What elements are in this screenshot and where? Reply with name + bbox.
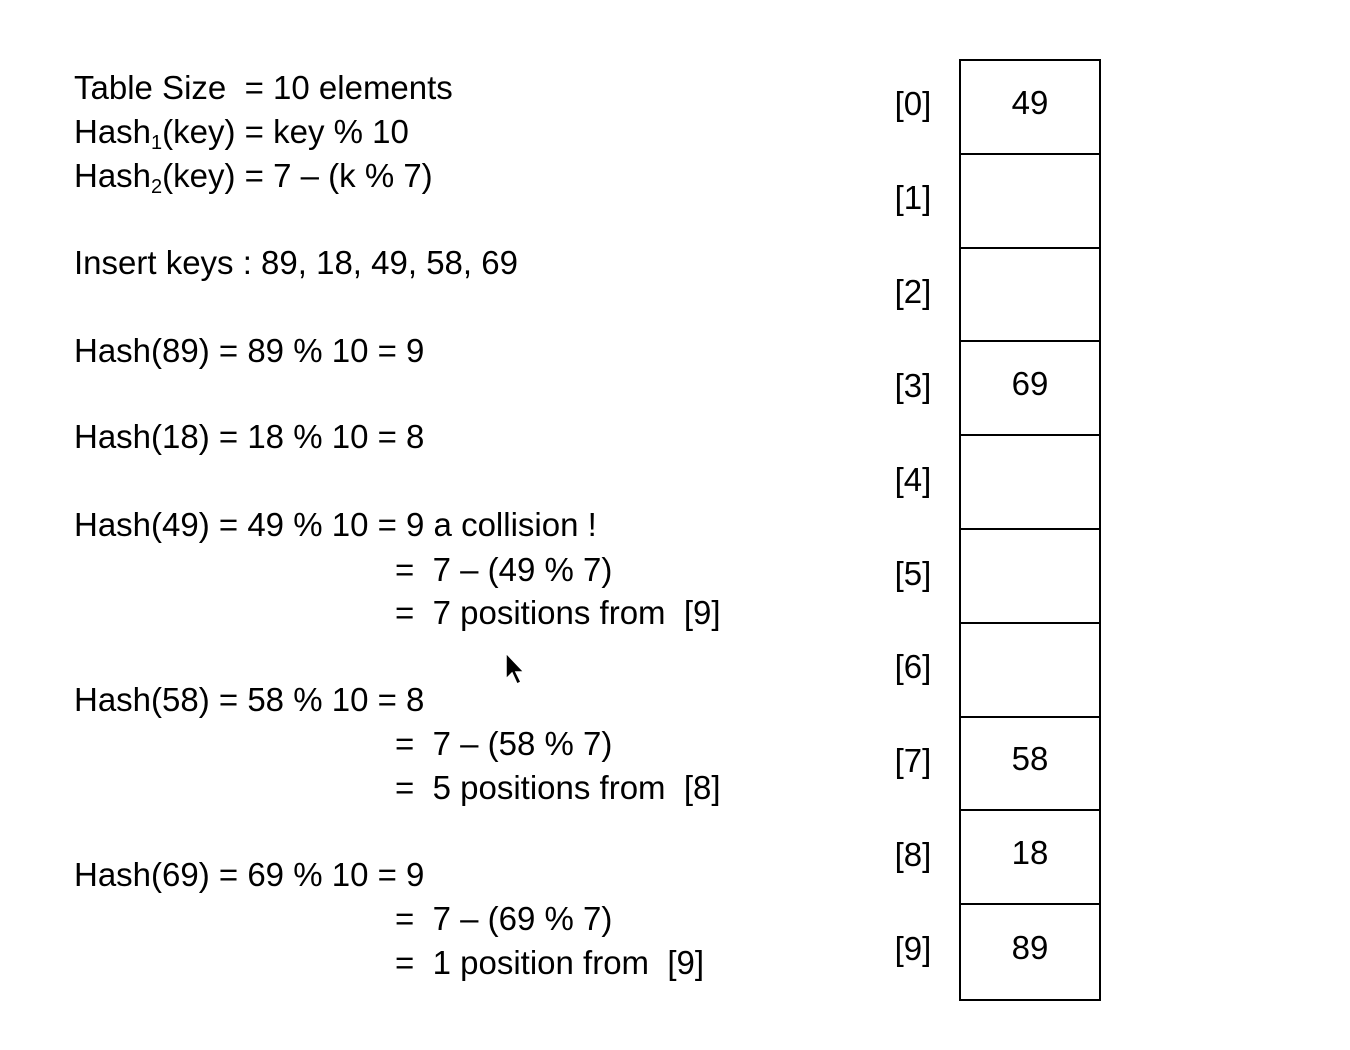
hash1-subscript: 1: [151, 132, 163, 154]
index-label-5: [5]: [894, 555, 932, 592]
hash2-expression: (key) = 7 – (k % 7): [162, 157, 433, 194]
index-label-1: [1]: [894, 179, 932, 216]
table-cell-8: 18: [961, 811, 1099, 905]
index-label-2: [2]: [894, 273, 932, 310]
table-cell-7: 58: [961, 718, 1099, 812]
table-size-text: Table Size = 10 elements: [74, 69, 453, 106]
step-58-probe-result: = 5 positions from [8]: [395, 769, 721, 806]
step-89-hash: Hash(89) = 89 % 10 = 9: [74, 332, 425, 369]
step-49-probe-formula: = 7 – (49 % 7): [395, 551, 613, 588]
index-label-8: [8]: [894, 836, 932, 873]
mouse-pointer-icon: [504, 651, 528, 687]
hash-table: [959, 59, 1101, 1001]
hash1-expression: (key) = key % 10: [162, 113, 409, 150]
table-cell-0: 49: [961, 61, 1099, 155]
index-label-7: [7]: [894, 742, 932, 779]
insert-keys-text: Insert keys : 89, 18, 49, 58, 69: [74, 244, 518, 281]
step-58-hash: Hash(58) = 58 % 10 = 8: [74, 681, 425, 718]
step-18-hash: Hash(18) = 18 % 10 = 8: [74, 418, 425, 455]
hash2-prefix: Hash: [74, 157, 152, 194]
hash2-formula: [74, 156, 433, 207]
step-49-probe-result: = 7 positions from [9]: [395, 594, 721, 631]
index-label-9: [9]: [894, 930, 932, 967]
table-cell-5: [961, 530, 1099, 624]
table-cell-3: 69: [961, 342, 1099, 436]
table-cell-4: [961, 436, 1099, 530]
step-69-probe-formula: = 7 – (69 % 7): [395, 900, 613, 937]
hash2-subscript: 2: [151, 176, 163, 198]
table-cell-9: 89: [1011, 929, 1049, 967]
index-label-3: [3]: [894, 367, 932, 404]
table-cell-2: [961, 249, 1099, 343]
table-cell-6: [961, 624, 1099, 718]
step-69-hash: Hash(69) = 69 % 10 = 9: [74, 856, 425, 893]
hash1-prefix: Hash: [74, 113, 152, 150]
table-cell-1: [961, 155, 1099, 249]
step-58-probe-formula: = 7 – (58 % 7): [395, 725, 613, 762]
index-label-0: [0]: [894, 85, 932, 122]
index-label-6: [6]: [894, 648, 932, 685]
index-label-4: [4]: [894, 461, 932, 498]
step-49-hash: Hash(49) = 49 % 10 = 9 a collision !: [74, 506, 597, 543]
step-69-probe-result: = 1 position from [9]: [395, 944, 705, 981]
